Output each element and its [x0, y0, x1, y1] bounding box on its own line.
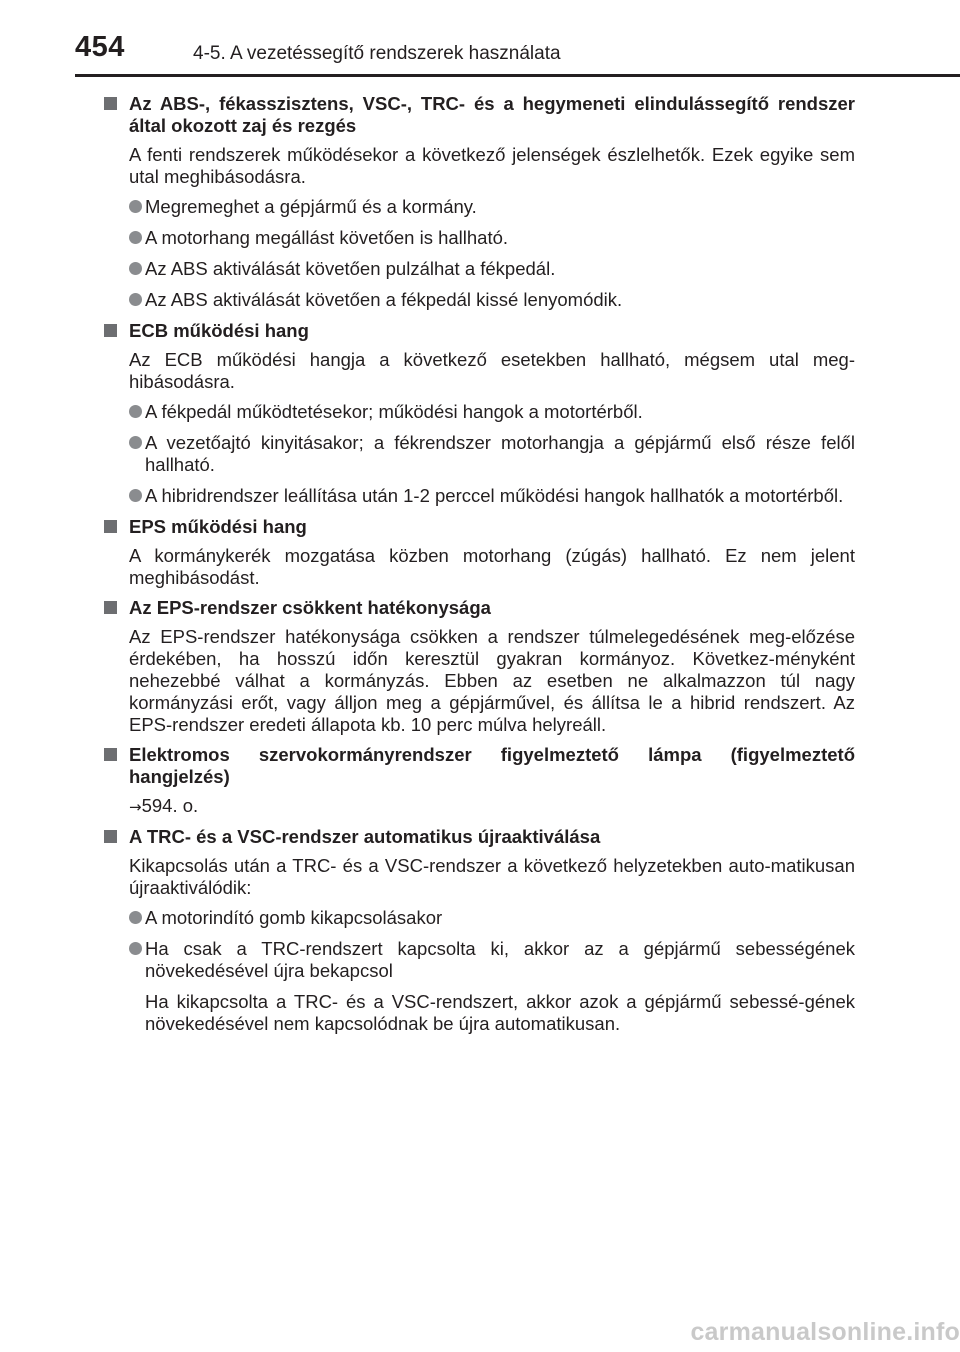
- section-heading-text: A TRC- és a VSC-rendszer automatikus újraaktiválása: [129, 826, 601, 847]
- list-item-text: A hibridrendszer leállítása után 1-2 perccel működési hangok hallhatók a motortérből.: [145, 485, 844, 506]
- list-item-text: Megremeghet a gépjármű és a kormány.: [145, 196, 477, 217]
- circle-bullet-icon: [129, 942, 142, 955]
- section-heading: [103, 744, 855, 788]
- square-bullet-icon: [104, 830, 117, 843]
- section-heading-text: Elektromos szervokormányrendszer figyelmeztető lámpa (figyelmeztető hangjelzés): [129, 744, 855, 787]
- circle-bullet-icon: [129, 200, 142, 213]
- list-item-text: Az ABS aktiválását követően pulzálhat a fékpedál.: [145, 258, 556, 279]
- section-heading-text: EPS működési hang: [129, 516, 307, 537]
- square-bullet-icon: [104, 520, 117, 533]
- circle-bullet-icon: [129, 231, 142, 244]
- list-item: [103, 432, 855, 476]
- section-eps-sound: [103, 516, 855, 589]
- list-item-text: A vezetőajtó kinyitásakor; a fékrendszer motorhangja a gépjármű első része felől hallható.: [145, 432, 855, 475]
- list-item: [103, 289, 855, 311]
- section-heading: [103, 93, 855, 137]
- list-item-text: A motorindító gomb kikapcsolásakor: [145, 907, 443, 928]
- circle-bullet-icon: [129, 405, 142, 418]
- circle-bullet-icon: [129, 293, 142, 306]
- circle-bullet-icon: [129, 262, 142, 275]
- circle-bullet-icon: [129, 489, 142, 502]
- section-abs-noise: [103, 93, 855, 311]
- list-item-text: A motorhang megállást követően is hallható.: [145, 227, 509, 248]
- square-bullet-icon: [104, 601, 117, 614]
- list-item: [103, 401, 855, 423]
- watermark-text: carmanualsonline.info: [690, 1318, 960, 1346]
- list-item-text: Ha csak a TRC-rendszert kapcsolta ki, akkor az a gépjármű sebességének növekedésével újra bekapcsol: [145, 938, 855, 981]
- section-eps-efficiency: [103, 597, 855, 736]
- circle-bullet-icon: [129, 911, 142, 924]
- list-item: [103, 907, 855, 929]
- section-heading: [103, 516, 855, 538]
- section-paragraph: Az EPS-rendszer hatékonysága csökken a rendszer túlmelegedésének meg-előzése érdekében, ha hosszú időn keresztül gyakran kormányoz. Következ-ményként nehezebbé válhat a kormányzás. Ebben az esetben ne alkalmazzon túl nagy kormányzási erőt, vagy álljon meg a gépjárművel, és állítsa le a hibrid rendszert. Az EPS-rendszer eredeti állapota kb. 10 perc múlva helyreáll.: [129, 626, 855, 735]
- list-item: [103, 938, 855, 982]
- section-paragraph: A kormánykerék mozgatása közben motorhang (zúgás) hallható. Ez nem jelent meghibásodást.: [129, 545, 855, 588]
- circle-bullet-icon: [129, 436, 142, 449]
- section-paragraph: Kikapcsolás után a TRC- és a VSC-rendszer a következő helyzetekben auto-matikusan újraaktiválódik:: [129, 855, 855, 898]
- list-item: [103, 485, 855, 507]
- page-number: 454: [75, 31, 125, 63]
- section-heading: [103, 597, 855, 619]
- list-item: [103, 258, 855, 280]
- square-bullet-icon: [104, 97, 117, 110]
- page-reference-text: 594. o.: [141, 795, 199, 816]
- page-content: [103, 93, 855, 1043]
- section-paragraph: Az ECB működési hangja a következő esetekben hallható, mégsem utal meg-hibásodásra.: [129, 349, 855, 392]
- list-item: [103, 227, 855, 249]
- section-paragraph: A fenti rendszerek működésekor a következő jelenségek észlelhetők. Ezek egyike sem utal meghibásodásra.: [129, 144, 855, 187]
- list-item: [103, 196, 855, 218]
- section-heading-text: Az ABS-, fékasszisztens, VSC-, TRC- és a hegymeneti elindulássegítő rendszer által okozott zaj és rezgés: [129, 93, 855, 136]
- section-trc-vsc-reactivation: [103, 826, 855, 1035]
- header-divider: [75, 74, 960, 77]
- square-bullet-icon: [104, 748, 117, 761]
- section-heading: [103, 826, 855, 848]
- chapter-title: 4-5. A vezetéssegítő rendszerek használata: [193, 43, 561, 64]
- list-item-text: A fékpedál működtetésekor; működési hangok a motortérből.: [145, 401, 643, 422]
- page-header: [0, 0, 960, 80]
- page-reference[interactable]: [103, 795, 855, 818]
- list-item-text: Az ABS aktiválását követően a fékpedál kissé lenyomódik.: [145, 289, 623, 310]
- section-ecb-sound: [103, 320, 855, 507]
- section-heading: [103, 320, 855, 342]
- bullet-sub-paragraph: Ha kikapcsolta a TRC- és a VSC-rendszert, akkor azok a gépjármű sebessé-gének növekedésével nem kapcsolódnak be újra automatikusan.: [145, 991, 855, 1034]
- section-heading-text: ECB működési hang: [129, 320, 309, 341]
- square-bullet-icon: [104, 324, 117, 337]
- arrow-right-icon: →: [129, 798, 142, 816]
- section-eps-warning-lamp: [103, 744, 855, 818]
- section-heading-text: Az EPS-rendszer csökkent hatékonysága: [129, 597, 491, 618]
